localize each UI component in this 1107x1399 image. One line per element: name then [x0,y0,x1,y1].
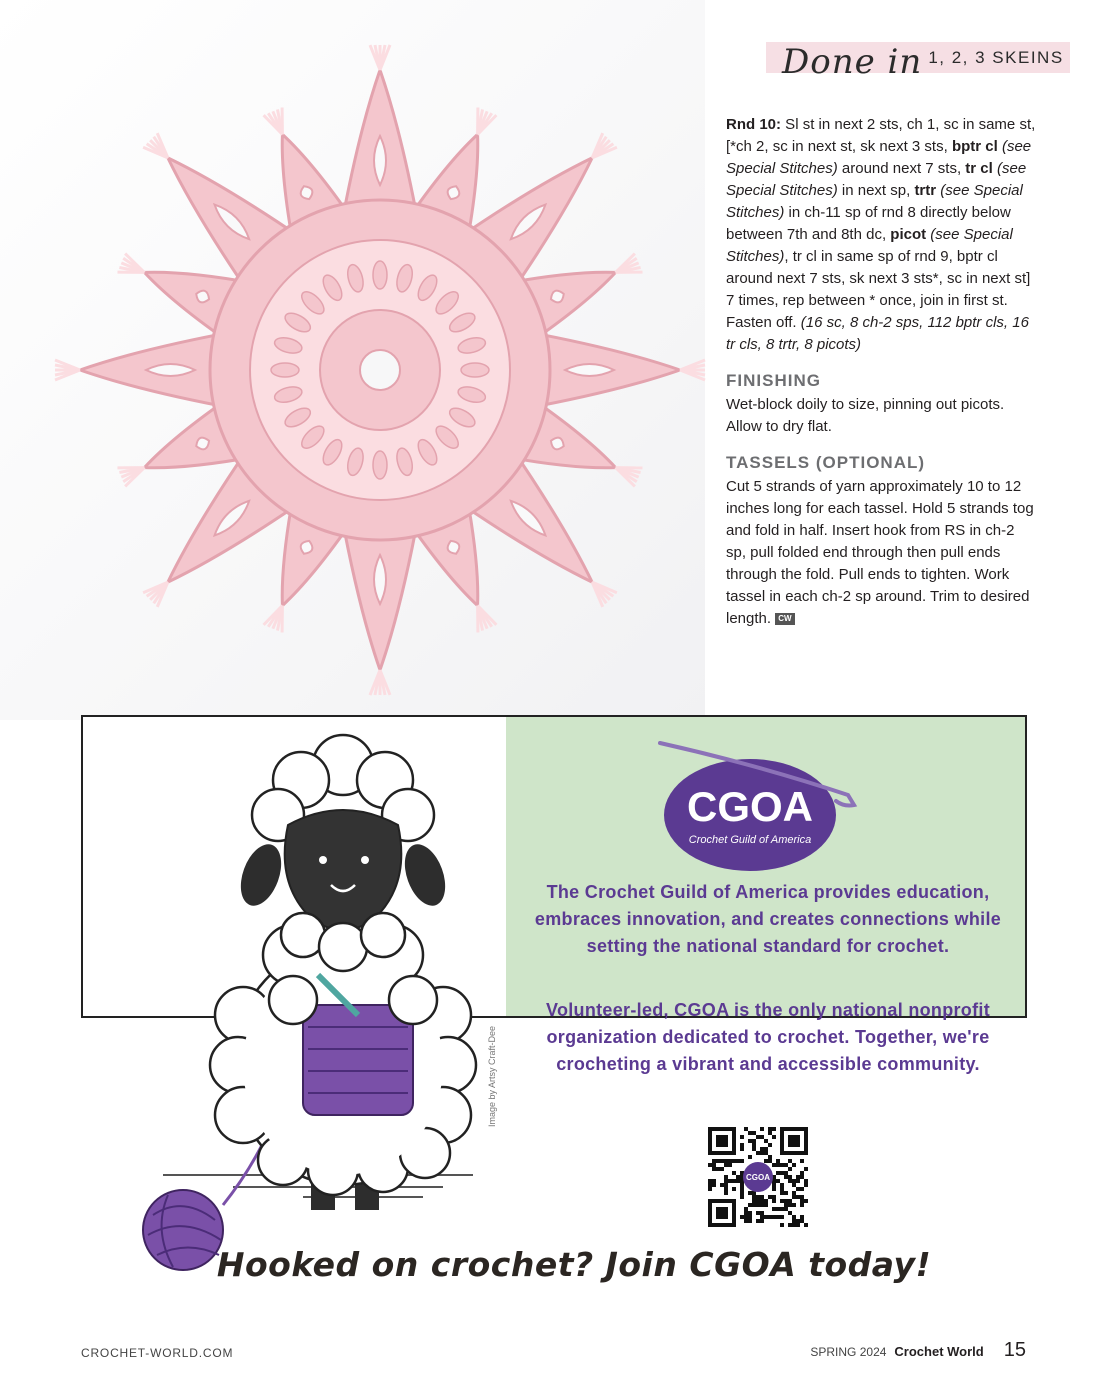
qr-module [788,1199,792,1203]
footer-folio [810,1339,1026,1362]
qr-module [724,1159,728,1163]
qr-module [756,1199,760,1203]
qr-module [740,1187,744,1191]
qr-module [732,1171,736,1175]
qr-module [716,1167,720,1171]
qr-module [724,1187,728,1191]
qr-module [784,1171,788,1175]
qr-module [712,1159,716,1163]
qr-module [780,1191,784,1195]
qr-module [736,1179,740,1183]
qr-module [772,1163,776,1167]
qr-module [708,1163,712,1167]
qr-module [792,1183,796,1187]
qr-module [760,1147,764,1151]
qr-module [764,1151,768,1155]
qr-module [796,1187,800,1191]
qr-module [720,1159,724,1163]
qr-module [776,1179,780,1183]
qr-module [788,1203,792,1207]
qr-module [764,1139,768,1143]
qr-module [800,1215,804,1219]
qr-module [724,1175,728,1179]
qr-module [772,1207,776,1211]
doily-window [301,541,313,554]
qr-module [752,1143,756,1147]
qr-module [760,1199,764,1203]
doily-window [448,541,460,554]
qr-finder-core [788,1135,800,1147]
qr-module [712,1183,716,1187]
qr-module [752,1139,756,1143]
ad-paragraph-volunteer: Volunteer-led, CGOA is the only national nonprofit organization dedicated to crochet. Together, we're crocheting a vibrant and accessible community. [545,1000,990,1074]
page-number: 15 [1003,1339,1026,1361]
doily-puff-stitch [373,261,387,289]
qr-module [756,1219,760,1223]
qr-module [780,1187,784,1191]
qr-module [772,1183,776,1187]
doily-window [196,291,209,303]
finishing-text: Wet-block doily to size, pinning out picots. Allow to dry flat. [726,396,1005,435]
qr-module [760,1135,764,1139]
qr-module [756,1203,760,1207]
qr-module [760,1151,764,1155]
cgoa-logo[interactable] [658,735,858,875]
qr-module [796,1195,800,1199]
qr-module [760,1203,764,1207]
qr-module [784,1163,788,1167]
qr-module [740,1183,744,1187]
doily-window [196,438,209,450]
pink-star-doily-image [40,30,720,710]
qr-module [780,1183,784,1187]
qr-module [796,1219,800,1223]
qr-module [800,1219,804,1223]
qr-module [744,1207,748,1211]
qr-module [768,1127,772,1131]
qr-module [800,1159,804,1163]
qr-module [800,1203,804,1207]
qr-module [736,1159,740,1163]
qr-module [768,1143,772,1147]
qr-module [740,1191,744,1195]
qr-module [748,1203,752,1207]
round-label: Rnd 10: [726,116,782,133]
qr-module [792,1223,796,1227]
qr-module [764,1159,768,1163]
qr-module [792,1195,796,1199]
qr-module [752,1147,756,1151]
pattern-instructions [726,114,1036,630]
qr-module [772,1215,776,1219]
qr-module [792,1191,796,1195]
doily-puff-stitch [271,363,299,377]
qr-code[interactable] [696,1115,820,1239]
qr-module [788,1159,792,1163]
qr-module [772,1187,776,1191]
footer-website[interactable]: CROCHET-WORLD.COM [81,1346,234,1360]
qr-module [708,1187,712,1191]
qr-module [732,1179,736,1183]
qr-module [776,1207,780,1211]
qr-module [772,1127,776,1131]
qr-module [780,1207,784,1211]
qr-module [740,1135,744,1139]
qr-module [740,1159,744,1163]
qr-module [804,1167,808,1171]
qr-module [776,1171,780,1175]
qr-module [732,1187,736,1191]
qr-module [792,1163,796,1167]
qr-module [764,1215,768,1219]
doily-center [360,350,400,390]
qr-module [764,1203,768,1207]
footer-magazine-name: Crochet World [894,1344,984,1359]
qr-module [780,1171,784,1175]
qr-module [712,1167,716,1171]
qr-module [784,1199,788,1203]
ad-paragraph-mission: The Crochet Guild of America provides education, embraces innovation, and creates connections while setting the national standard for crochet. [534,882,1002,956]
qr-module [740,1195,744,1199]
qr-module [776,1163,780,1167]
qr-module [768,1155,772,1159]
qr-module [748,1211,752,1215]
qr-module [744,1127,748,1131]
tassels-paragraph [726,476,1036,630]
qr-module [800,1171,804,1175]
qr-module [792,1215,796,1219]
qr-module [780,1215,784,1219]
qr-module [724,1191,728,1195]
qr-module [768,1195,772,1199]
qr-module [724,1183,728,1187]
qr-module [756,1151,760,1155]
qr-module [748,1191,752,1195]
qr-module [792,1203,796,1207]
qr-module [792,1219,796,1223]
qr-module [720,1167,724,1171]
qr-module [764,1199,768,1203]
qr-module [800,1195,804,1199]
qr-module [772,1135,776,1139]
footer-issue: SPRING 2024 [810,1345,887,1359]
qr-module [760,1127,764,1131]
doily-puff-stitch [461,363,489,377]
qr-module [748,1215,752,1219]
sheep-crocheting-illustration [143,735,503,1275]
tassels-text: Cut 5 strands of yarn approximately 10 to 12 inches long for each tassel. Hold 5 strands tog and fold in half. Insert hook from RS in ch-2 sp, pull folded end through then pull ends through the fold. Pull ends to tighten. Work tassel in each ch-2 sp around. Trim to desired length. [726,478,1034,627]
qr-module [728,1163,732,1167]
doily-window [551,438,564,450]
qr-module [776,1215,780,1219]
stitch-count: (16 sc, 8 ch-2 sps, 112 bptr cls, 16 tr cls, 8 trtr, 8 picots) [726,314,1029,353]
qr-module [744,1219,748,1223]
qr-module [712,1179,716,1183]
qr-center-label: CGOA [746,1173,770,1182]
qr-module [736,1175,740,1179]
doily-puff-stitch [373,451,387,479]
cgoa-advertisement [81,715,1027,1284]
qr-module [800,1175,804,1179]
qr-module [740,1215,744,1219]
series-subtitle: 1, 2, 3 SKEINS [928,47,1064,67]
qr-module [772,1195,776,1199]
qr-module [788,1211,792,1215]
image-credit: Image by Artsy Craft-Dee [487,1025,497,1127]
qr-module [756,1135,760,1139]
qr-module [740,1143,744,1147]
qr-module [768,1159,772,1163]
ad-call-to-action[interactable]: Hooked on crochet? Join CGOA today! [216,1245,932,1284]
doily-window [448,186,460,199]
qr-module [748,1139,752,1143]
qr-module [780,1163,784,1167]
qr-module [732,1159,736,1163]
qr-module [724,1179,728,1183]
qr-module [748,1131,752,1135]
series-banner [766,41,1070,82]
qr-module [796,1179,800,1183]
qr-module [744,1215,748,1219]
qr-module [800,1187,804,1191]
qr-module [784,1175,788,1179]
qr-module [768,1215,772,1219]
qr-module [788,1167,792,1171]
qr-module [764,1147,768,1151]
qr-module [788,1179,792,1183]
qr-module [760,1219,764,1223]
qr-module [784,1207,788,1211]
svg-text:CGOA: CGOA [687,783,813,830]
qr-module [772,1199,776,1203]
qr-module [804,1223,808,1227]
qr-module [784,1191,788,1195]
qr-module [708,1179,712,1183]
finishing-heading: FINISHING [726,371,821,390]
qr-finder-core [716,1135,728,1147]
qr-module [804,1179,808,1183]
qr-module [760,1195,764,1199]
qr-module [752,1203,756,1207]
doily-window [301,186,313,199]
qr-module [780,1199,784,1203]
round-10-instructions: Rnd 10: Sl st in next 2 sts, ch 1, sc in same st, [*ch 2, sc in next st, sk next 3 sts, bptr cl (see Special Stitches) around next 7 sts, tr cl (see Special Stitches) in next sp, trtr (see Special Stitches) in ch-11 sp of rnd 8 directly below between 7th and 8th dc, picot (see Special Stitches), tr cl in same sp of rnd 9, bptr cl around next 7 sts, sk next 3 sts*, sc in next st] 7 times, rep between * once, join in first st. Fasten off. (16 sc, 8 ch-2 sps, 112 bptr cls, 16 tr cls, 8 trtr, 8 picots) [726,116,1036,353]
doily-window [551,291,564,303]
qr-module [756,1211,760,1215]
qr-finder-core [716,1207,728,1219]
qr-module [716,1159,720,1163]
qr-module [720,1183,724,1187]
qr-module [804,1199,808,1203]
qr-module [792,1179,796,1183]
crochet-swatch [303,1005,413,1115]
qr-module [804,1183,808,1187]
qr-module [712,1163,716,1167]
qr-module [776,1159,780,1163]
svg-text:Crochet Guild of America: Crochet Guild of America [688,834,812,846]
qr-module [748,1219,752,1223]
qr-module [788,1223,792,1227]
qr-module [728,1179,732,1183]
qr-module [752,1199,756,1203]
end-of-pattern-badge: CW [775,613,794,625]
qr-module [780,1223,784,1227]
qr-module [760,1211,764,1215]
qr-module [740,1147,744,1151]
series-script-title: Done in [782,41,923,82]
qr-module [760,1215,764,1219]
qr-module [752,1131,756,1135]
qr-module [784,1203,788,1207]
qr-module [724,1163,728,1167]
qr-module [728,1159,732,1163]
qr-module [744,1211,748,1215]
qr-module [796,1223,800,1227]
qr-module [796,1175,800,1179]
qr-module [748,1155,752,1159]
qr-module [788,1175,792,1179]
qr-module [756,1195,760,1199]
qr-module [768,1131,772,1135]
tassels-heading: TASSELS (OPTIONAL) [726,453,926,472]
qr-module [800,1199,804,1203]
qr-module [708,1183,712,1187]
doily-photo [0,0,705,720]
qr-module [752,1195,756,1199]
